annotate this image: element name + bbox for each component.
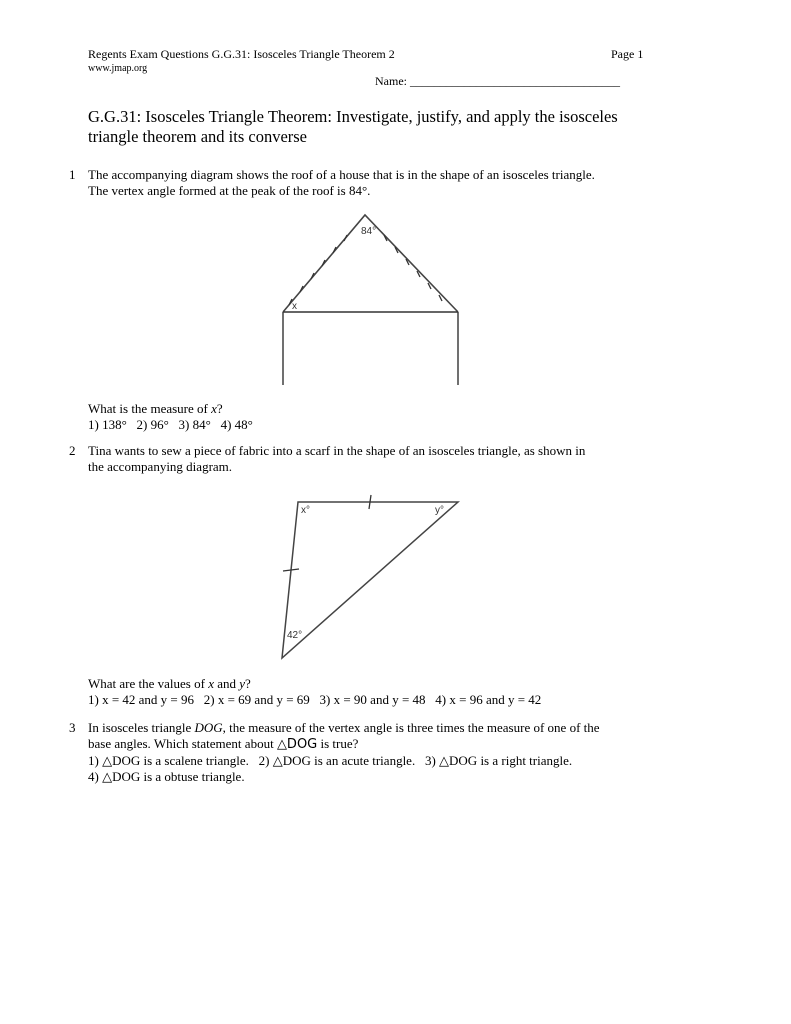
question-2-prompt-var-x: x — [208, 676, 214, 691]
question-2-choices: 1) x = 42 and y = 96 2) x = 69 and y = 69 3) x = 90 and y = 48 4) x = 96 and y = 42 — [88, 692, 542, 707]
question-3-line2-end: is true? — [317, 736, 359, 751]
question-3-text-line1 — [88, 720, 668, 736]
question-2-prompt-text: What are the values of — [88, 676, 209, 691]
question-1-prompt — [88, 401, 223, 417]
question-2-prompt-var-y: y — [239, 676, 246, 691]
vertex-angle-label: 84° — [361, 226, 377, 237]
question-3-text-end: , the measure of the vertex angle is three times the measure of one of the — [222, 720, 600, 735]
question-2-text-line2: the accompanying diagram. — [88, 459, 233, 474]
question-1-text-line2: The vertex angle formed at the peak of the roof is 84°. — [88, 183, 371, 198]
header-title: Regents Exam Questions G.G.31: Isosceles Triangle Theorem 2 — [88, 47, 395, 61]
angle-y-label: y° — [435, 505, 444, 516]
question-3-text-var: DOG — [194, 720, 223, 735]
page-number: Page 1 — [611, 47, 644, 61]
roof-diagram — [270, 205, 470, 390]
question-2-prompt-end: ? — [245, 676, 251, 691]
question-3-choices-line2: 4) △DOG is a obtuse triangle. — [88, 769, 245, 784]
triangle-dog-symbol: △DOG — [276, 737, 318, 752]
angle-42-label: 42° — [287, 630, 303, 641]
name-field-label: Name: ___________________________________ — [375, 74, 620, 88]
scarf-diagram — [270, 490, 470, 670]
question-2-prompt — [88, 676, 251, 692]
angle-x-label: x° — [301, 505, 310, 516]
site-url: www.jmap.org — [88, 63, 148, 74]
question-1-text-line1: The accompanying diagram shows the roof of a house that is in the shape of an isosceles triangle. — [88, 167, 595, 182]
question-1-text — [88, 167, 658, 199]
question-2-text — [88, 443, 658, 475]
question-3-number: 3 — [69, 720, 76, 735]
scarf-triangle — [282, 502, 458, 658]
question-3-text — [88, 720, 668, 785]
question-1-prompt-var: x — [211, 401, 217, 416]
question-3-text-start: In isosceles triangle — [88, 720, 195, 735]
question-1-prompt-end: ? — [216, 401, 223, 416]
question-2-number: 2 — [69, 443, 76, 458]
question-2-text-line1: Tina wants to sew a piece of fabric into a scarf in the shape of an isosceles triangle, as shown in — [88, 443, 586, 458]
question-3-text-line2 — [88, 736, 668, 753]
question-1-number: 1 — [69, 167, 76, 182]
question-2-prompt-and: and — [213, 676, 240, 691]
question-1-prompt-text: What is the measure of — [88, 401, 212, 416]
question-3-choices-line1: 1) △DOG is a scalene triangle. 2) △DOG is an acute triangle. 3) △DOG is a right triangle. — [88, 753, 573, 768]
question-3-line2-start: base angles. Which statement about — [88, 736, 277, 751]
question-1-choices: 1) 138° 2) 96° 3) 84° 4) 48° — [88, 417, 253, 432]
topic-title: G.G.31: Isosceles Triangle Theorem: Investigate, justify, and apply the isosceles triangle theorem and its converse — [88, 107, 618, 146]
base-angle-label: x — [292, 301, 297, 312]
